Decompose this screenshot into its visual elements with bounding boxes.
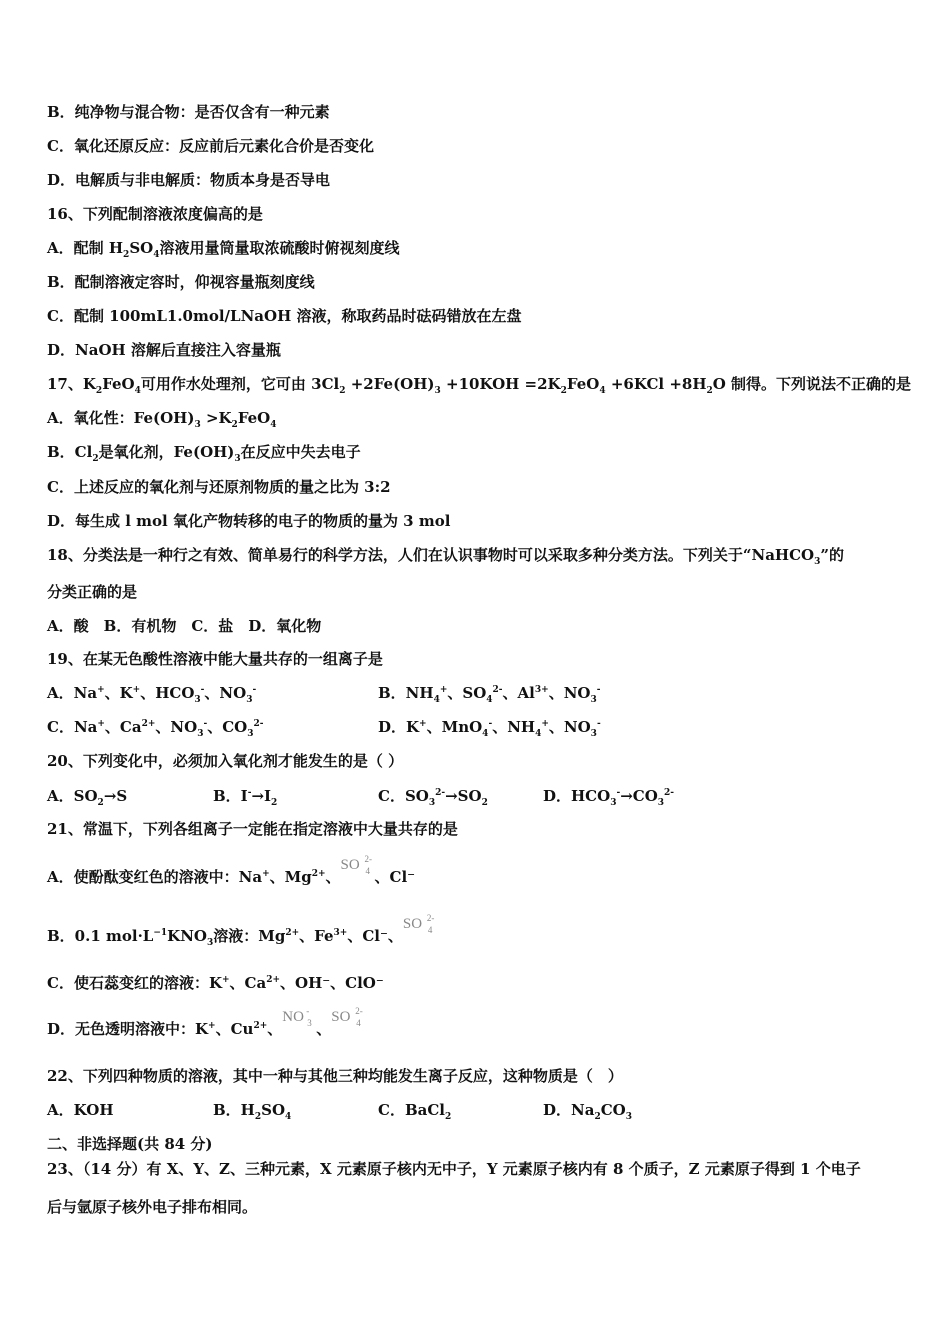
option bbox=[378, 715, 601, 739]
text-run: 、NO bbox=[548, 684, 591, 702]
subscript: 4 bbox=[270, 420, 277, 430]
text-run: 、SO bbox=[447, 684, 487, 702]
superscript: −1 bbox=[153, 928, 168, 938]
question-line bbox=[47, 681, 910, 705]
line-text bbox=[47, 100, 330, 124]
question-line bbox=[47, 475, 910, 499]
subscript: 3 bbox=[194, 420, 201, 430]
superscript: 2+ bbox=[141, 719, 156, 729]
subscript: 2 bbox=[254, 1112, 262, 1122]
question-line bbox=[47, 749, 910, 773]
text-run: →CO bbox=[620, 787, 658, 805]
text-run: 、 bbox=[267, 1020, 283, 1038]
superscript: + bbox=[221, 975, 230, 985]
text-run: 、Ca bbox=[229, 974, 267, 992]
subscript: 3 bbox=[814, 557, 821, 567]
subscript: 4 bbox=[134, 386, 141, 396]
subscript: 3 bbox=[625, 1112, 632, 1122]
line-text bbox=[47, 854, 416, 889]
subscript: 4 bbox=[482, 729, 489, 739]
ion-part: SO bbox=[402, 916, 423, 932]
text-run: B．纯净物与混合物：是否仅含有一种元素 bbox=[47, 103, 330, 121]
text-run: B．Cl bbox=[47, 443, 93, 461]
text-run: O 制得。下列说法不正确的是 bbox=[712, 375, 912, 393]
line-text bbox=[47, 168, 330, 192]
line-text bbox=[47, 509, 450, 533]
superscript: - bbox=[596, 719, 601, 729]
text-run: A．酸 B．有机物 C．盐 D．氧化物 bbox=[47, 617, 322, 635]
text-run: 、NO bbox=[548, 718, 591, 736]
question-line bbox=[47, 134, 910, 158]
question-line bbox=[47, 304, 910, 328]
text-run: →SO bbox=[445, 787, 482, 805]
text-run: 、NO bbox=[155, 718, 198, 736]
text-run: 17、K bbox=[47, 375, 96, 393]
question-line bbox=[47, 1157, 910, 1181]
superscript: 2- bbox=[253, 719, 264, 729]
line-text bbox=[47, 543, 844, 567]
question-line bbox=[47, 440, 910, 464]
text-run: FeO bbox=[566, 375, 600, 393]
text-run: 后与氩原子核外电子排布相同。 bbox=[47, 1198, 258, 1216]
superscript: - bbox=[488, 719, 493, 729]
section-heading bbox=[47, 1098, 910, 1122]
line-text bbox=[47, 647, 383, 671]
text-run: KNO bbox=[167, 927, 207, 945]
text-run: 、Cu bbox=[215, 1020, 254, 1038]
ion-part: - bbox=[306, 1006, 310, 1016]
subscript: 2 bbox=[444, 1112, 452, 1122]
subscript: 3 bbox=[247, 729, 254, 739]
line-text bbox=[47, 913, 437, 948]
superscript: + bbox=[541, 719, 549, 729]
subscript: 4 bbox=[285, 1112, 292, 1122]
text-run: 、NO bbox=[204, 684, 247, 702]
question-line bbox=[47, 202, 910, 226]
text-run: +6KCl +8H bbox=[605, 375, 707, 393]
ion-formula-image bbox=[331, 1005, 365, 1029]
line-text bbox=[47, 749, 403, 773]
text-run: 、Cl⁻ bbox=[374, 868, 416, 886]
line-text bbox=[47, 372, 911, 396]
question-line bbox=[47, 614, 910, 638]
question-line bbox=[47, 509, 910, 533]
line-text bbox=[47, 817, 458, 841]
superscript: + bbox=[208, 1021, 216, 1031]
text-run: B．配制溶液定容时，仰视容量瓶刻度线 bbox=[47, 273, 315, 291]
line-text bbox=[47, 270, 315, 294]
option bbox=[47, 1098, 114, 1122]
subscript: 3 bbox=[434, 386, 441, 396]
text-run: 、Cl⁻、 bbox=[347, 927, 403, 945]
text-run: 二、非选择题(共 84 分) bbox=[47, 1135, 213, 1153]
subscript: 2 bbox=[706, 386, 713, 396]
text-run: C．SO bbox=[378, 787, 429, 805]
text-run: 19、在某无色酸性溶液中能大量共存的一组离子是 bbox=[47, 650, 383, 668]
text-run: 22、下列四种物质的溶液，其中一种与其他三种均能发生离子反应，这种物质是（ ） bbox=[47, 1067, 623, 1085]
option bbox=[47, 784, 127, 808]
ion-part: SO bbox=[340, 857, 360, 873]
subscript: 2 bbox=[95, 386, 103, 396]
text-run: A．使酚酞变红色的溶液中：Na bbox=[47, 868, 263, 886]
text-run: B．NH bbox=[378, 684, 434, 702]
question-line bbox=[47, 168, 910, 192]
subscript: 2 bbox=[481, 798, 488, 808]
superscript: + bbox=[439, 685, 448, 695]
ion-part: 2- bbox=[426, 913, 435, 923]
subscript: 3 bbox=[428, 798, 436, 808]
superscript: - bbox=[252, 685, 257, 695]
option bbox=[378, 681, 601, 705]
subscript: 2 bbox=[271, 798, 278, 808]
text-run: 、HCO bbox=[140, 684, 195, 702]
text-run: 溶液：Mg bbox=[213, 927, 286, 945]
line-text bbox=[47, 1006, 365, 1041]
text-run: B．0.1 mol·L bbox=[47, 927, 154, 945]
text-run: C．使石蕊变红的溶液：K bbox=[47, 974, 222, 992]
text-run: C．上述反应的氧化剂与还原剂物质的量之比为 3:2 bbox=[47, 478, 391, 496]
subscript: 3 bbox=[206, 938, 214, 948]
ion-part: 4 bbox=[356, 1018, 361, 1028]
superscript: 2+ bbox=[266, 975, 281, 985]
text-run: D．NaOH 溶解后直接注入容量瓶 bbox=[47, 341, 281, 359]
option bbox=[543, 784, 674, 808]
subscript: 2 bbox=[97, 798, 104, 808]
text-run: D．Na bbox=[543, 1101, 595, 1119]
line-text bbox=[47, 475, 391, 499]
text-run: >K bbox=[200, 409, 232, 427]
line-text bbox=[47, 971, 384, 995]
option bbox=[47, 715, 263, 739]
line-text bbox=[47, 1195, 257, 1219]
subscript: 4 bbox=[486, 695, 493, 705]
text-run: 、MnO bbox=[426, 718, 483, 736]
line-text bbox=[47, 614, 321, 638]
subscript: 2 bbox=[92, 454, 99, 464]
subscript: 2 bbox=[594, 1112, 601, 1122]
option bbox=[213, 784, 277, 808]
option bbox=[378, 784, 488, 808]
text-run: A．配制 H bbox=[47, 239, 124, 257]
text-run: →I bbox=[251, 787, 272, 805]
subscript: 3 bbox=[610, 798, 617, 808]
subscript: 3 bbox=[246, 695, 253, 705]
text-run: 可用作水处理剂，它可由 3Cl bbox=[140, 375, 340, 393]
text-run: D．每生成 l mol 氧化产物转移的电子的物质的量为 3 mol bbox=[47, 512, 451, 530]
superscript: 2+ bbox=[253, 1021, 268, 1031]
text-run: C．氧化还原反应：反应前后元素化合价是否变化 bbox=[47, 137, 374, 155]
subscript: 4 bbox=[433, 695, 440, 705]
subscript: 3 bbox=[197, 729, 204, 739]
subscript: 3 bbox=[590, 729, 597, 739]
subscript: 3 bbox=[657, 798, 665, 808]
text-run: +10KOH =2K bbox=[440, 375, 561, 393]
text-run: FeO bbox=[237, 409, 271, 427]
question-line bbox=[47, 971, 910, 995]
text-run: A．KOH bbox=[47, 1101, 114, 1119]
ion-part: 4 bbox=[365, 866, 371, 876]
ion-part: 3 bbox=[307, 1018, 312, 1028]
superscript: + bbox=[97, 719, 105, 729]
subscript: 4 bbox=[535, 729, 542, 739]
text-run: C．BaCl bbox=[378, 1101, 445, 1119]
option bbox=[378, 1098, 451, 1122]
ion-part: NO bbox=[282, 1009, 304, 1025]
question-line bbox=[47, 338, 910, 362]
option bbox=[47, 681, 256, 705]
text-run: 是氧化剂，Fe(OH) bbox=[98, 443, 235, 461]
text-run: 、Ca bbox=[104, 718, 142, 736]
text-run: +2Fe(OH) bbox=[345, 375, 435, 393]
ion-formula-image bbox=[403, 912, 437, 936]
question-line bbox=[47, 1006, 910, 1041]
line-text bbox=[47, 406, 277, 430]
text-run: 20、下列变化中，必须加入氧化剂才能发生的是（ ） bbox=[47, 752, 404, 770]
text-run: 溶液用量筒量取浓硫酸时俯视刻度线 bbox=[159, 239, 400, 257]
question-line bbox=[47, 580, 910, 604]
text-run: D．HCO bbox=[543, 787, 611, 805]
text-run: 、NH bbox=[492, 718, 536, 736]
question-line bbox=[47, 100, 910, 124]
line-text bbox=[47, 236, 400, 260]
text-run: 、OH⁻、ClO⁻ bbox=[280, 974, 384, 992]
superscript: + bbox=[419, 719, 427, 729]
ion-part: 2- bbox=[355, 1006, 363, 1016]
question-line bbox=[47, 913, 910, 948]
question-line bbox=[47, 372, 910, 396]
subscript: 3 bbox=[234, 454, 241, 464]
text-run: 23、（14 分）有 X、Y、Z、三种元素，X 元素原子核内无中子，Y 元素原子核内有 8 个质子，Z 元素原子得到 1 个电子 bbox=[47, 1160, 861, 1178]
ion-part: 2- bbox=[364, 854, 373, 864]
superscript: 2- bbox=[664, 788, 675, 798]
text-run: 、K bbox=[104, 684, 133, 702]
line-text bbox=[47, 1064, 623, 1088]
question-line bbox=[47, 1195, 910, 1219]
line-text bbox=[47, 1132, 213, 1156]
superscript: 2+ bbox=[311, 869, 326, 879]
question-line bbox=[47, 406, 910, 430]
question-line bbox=[47, 1064, 910, 1088]
question-line bbox=[47, 715, 910, 739]
text-run: B．I bbox=[213, 787, 248, 805]
option bbox=[543, 1098, 632, 1122]
superscript: - bbox=[203, 719, 208, 729]
text-run: 、 bbox=[325, 868, 341, 886]
text-run: CO bbox=[600, 1101, 626, 1119]
line-text bbox=[47, 202, 263, 226]
line-text bbox=[47, 134, 374, 158]
text-run: 18、分类法是一种行之有效、简单易行的科学方法，人们在认识事物时可以采取多种分类方法。下列关于“NaHCO bbox=[47, 546, 815, 564]
subscript: 3 bbox=[590, 695, 597, 705]
line-text bbox=[47, 304, 521, 328]
question-line bbox=[47, 817, 910, 841]
text-run: A．氧化性：Fe(OH) bbox=[47, 409, 195, 427]
line-text bbox=[47, 440, 361, 464]
subscript: 3 bbox=[194, 695, 201, 705]
text-run: 在反应中失去电子 bbox=[240, 443, 361, 461]
text-run: 21、常温下，下列各组离子一定能在指定溶液中大量共存的是 bbox=[47, 820, 458, 838]
text-run: A．Na bbox=[47, 684, 98, 702]
ion-part: SO bbox=[331, 1009, 351, 1025]
question-line bbox=[47, 270, 910, 294]
superscript: + bbox=[97, 685, 105, 695]
superscript: 2- bbox=[435, 788, 446, 798]
text-run: SO bbox=[129, 239, 154, 257]
question-line bbox=[47, 543, 910, 567]
superscript: - bbox=[200, 685, 205, 695]
line-text bbox=[47, 338, 281, 362]
text-run: A．SO bbox=[47, 787, 98, 805]
text-run: 、 bbox=[316, 1020, 332, 1038]
subscript: 4 bbox=[599, 386, 606, 396]
text-run: C．配制 100mL1.0mol/LNaOH 溶液，称取药品时砝码错放在左盘 bbox=[47, 307, 522, 325]
ion-formula-image bbox=[341, 853, 375, 877]
text-run: ”的 bbox=[820, 546, 845, 564]
text-run: →S bbox=[103, 787, 128, 805]
subscript: 2 bbox=[339, 386, 346, 396]
superscript: 3+ bbox=[534, 685, 549, 695]
question-line bbox=[47, 784, 910, 808]
text-run: C．Na bbox=[47, 718, 98, 736]
text-run: FeO bbox=[102, 375, 135, 393]
text-run: 、CO bbox=[207, 718, 248, 736]
superscript: - bbox=[596, 685, 601, 695]
text-run: 、Mg bbox=[269, 868, 312, 886]
ion-part: 4 bbox=[427, 925, 433, 935]
text-run: 、Fe bbox=[299, 927, 334, 945]
text-run: D．无色透明溶液中：K bbox=[47, 1020, 209, 1038]
text-run: D．电解质与非电解质：物质本身是否导电 bbox=[47, 171, 331, 189]
text-run: 分类正确的是 bbox=[47, 583, 138, 601]
superscript: - bbox=[247, 788, 252, 798]
text-run: SO bbox=[261, 1101, 286, 1119]
subscript: 4 bbox=[153, 250, 160, 260]
superscript: 2- bbox=[492, 685, 503, 695]
superscript: - bbox=[616, 788, 621, 798]
question-line bbox=[47, 854, 910, 889]
text-run: D．K bbox=[378, 718, 420, 736]
text-run: 16、下列配制溶液浓度偏高的是 bbox=[47, 205, 263, 223]
subscript: 2 bbox=[560, 386, 567, 396]
superscript: + bbox=[132, 685, 141, 695]
ion-formula-image bbox=[282, 1005, 316, 1029]
question-line bbox=[47, 236, 910, 260]
question-line bbox=[47, 1132, 910, 1156]
subscript: 2 bbox=[231, 420, 238, 430]
subscript: 2 bbox=[123, 250, 130, 260]
question-line bbox=[47, 647, 910, 671]
superscript: + bbox=[262, 869, 270, 879]
superscript: 3+ bbox=[333, 928, 348, 938]
text-run: B．H bbox=[213, 1101, 255, 1119]
option bbox=[213, 1098, 291, 1122]
line-text bbox=[47, 1157, 861, 1181]
text-run: 、Al bbox=[502, 684, 535, 702]
line-text bbox=[47, 580, 137, 604]
superscript: 2+ bbox=[285, 928, 300, 938]
